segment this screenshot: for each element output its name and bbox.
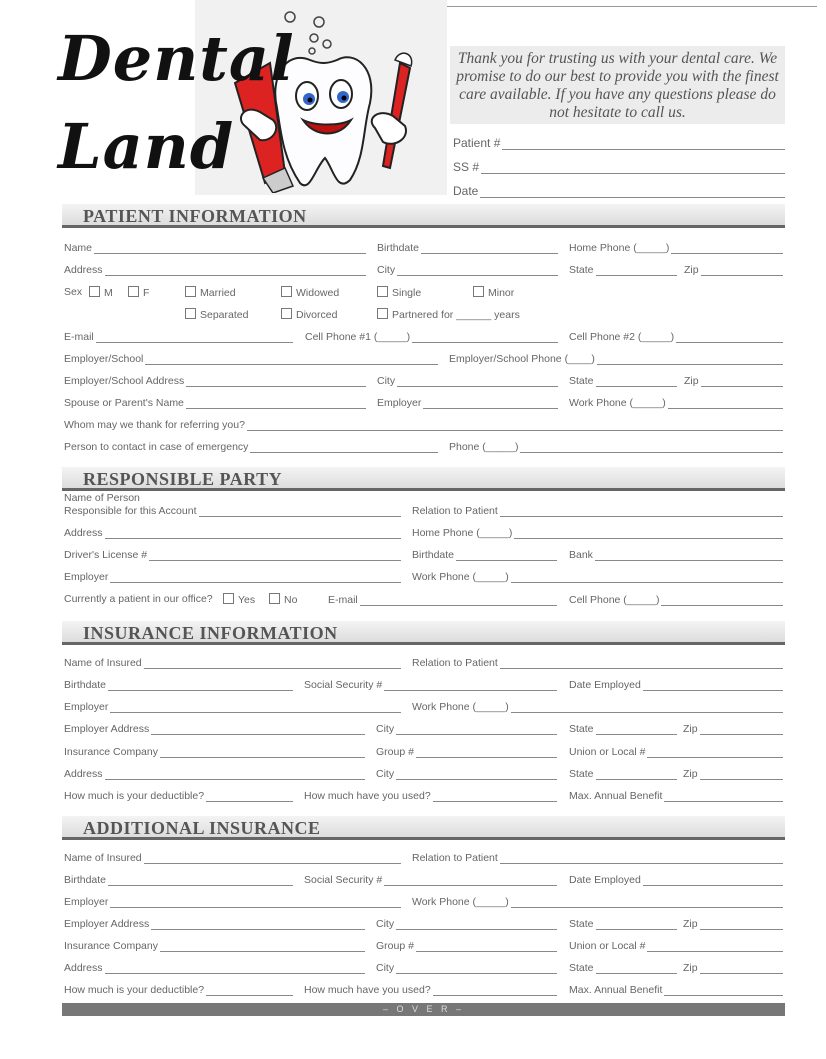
sex-male-checkbox[interactable] [89,286,113,299]
add-used-field[interactable] [304,983,557,996]
minor-checkbox[interactable] [473,286,514,299]
add-employer-state-field[interactable] [569,917,677,930]
add-social-security-field[interactable] [304,873,557,886]
add-state-field[interactable] [569,961,677,974]
section-title: INSURANCE INFORMATION [83,623,338,643]
add-group-field[interactable] [376,939,557,952]
separated-checkbox[interactable] [185,308,248,321]
label: Birthdate [377,242,420,254]
label: How much have you used? [304,790,431,802]
ins-max-benefit-field[interactable] [569,789,783,802]
referral-field[interactable] [64,418,783,431]
patient-state-field[interactable] [569,263,677,276]
employer-school-zip-field[interactable] [684,374,783,387]
ins-company-field[interactable] [64,745,365,758]
employer-school-city-field[interactable] [377,374,558,387]
current-patient-no-checkbox[interactable] [269,593,297,606]
bank-field[interactable] [569,548,783,561]
label: City [376,962,395,974]
patient-email-field[interactable] [64,330,293,343]
responsible-email-field[interactable] [328,593,557,606]
thank-you-message: Thank you for trusting us with your dental care. We promise to do our best to provide you with the finest care available. If you have any questions please do not hesitate to call us. [450,46,785,124]
spouse-work-phone-field[interactable] [569,396,783,409]
label: Work Phone (_____) [412,701,509,713]
add-max-benefit-field[interactable] [569,983,783,996]
label: Name [64,242,93,254]
date-label: Date [453,184,479,198]
ins-work-phone-field[interactable] [412,700,783,713]
label: Address [64,264,103,276]
patient-cell1-field[interactable] [305,330,558,343]
label: Birthdate [64,874,107,886]
label: Partnered for ______ years [392,309,520,321]
widowed-checkbox[interactable] [281,286,339,299]
label: Yes [238,594,256,606]
ins-employer-city-field[interactable] [376,722,557,735]
patient-address-field[interactable] [64,263,366,276]
spouse-employer-field[interactable] [377,396,558,409]
responsible-party-header [62,467,785,491]
add-relation-field[interactable] [412,851,783,864]
checkbox-square [185,308,196,319]
label: How much is your deductible? [64,984,205,996]
partnered-checkbox[interactable] [377,308,520,321]
label: Date Employed [569,874,641,886]
add-employer-zip-field[interactable] [683,917,783,930]
employer-school-address-field[interactable] [64,374,366,387]
checkbox-square [377,308,388,319]
label: City [376,768,395,780]
ins-date-employed-field[interactable] [569,678,783,691]
label: Insurance Company [64,746,158,758]
label: Cell Phone (_____) [569,594,660,606]
checkbox-square [269,593,280,604]
label: Employer [377,397,422,409]
ss-number-field[interactable] [453,161,785,174]
employer-school-state-field[interactable] [569,374,677,387]
label: State [569,723,594,735]
label: Cell Phone #1 (_____) [305,331,411,343]
label: How much have you used? [304,984,431,996]
label: Work Phone (_____) [569,397,666,409]
label: E-mail [64,331,94,343]
add-company-field[interactable] [64,939,365,952]
checkbox-square [89,286,100,297]
checkbox-square [185,286,196,297]
drivers-license-field[interactable] [64,548,401,561]
label: Separated [200,309,249,321]
label: City [376,918,395,930]
label: State [569,264,594,276]
label: Cell Phone #2 (_____) [569,331,675,343]
add-city-field[interactable] [376,961,557,974]
responsible-relation-field[interactable] [412,504,783,517]
checkbox-square [281,286,292,297]
spouse-parent-name-field[interactable] [64,396,366,409]
add-address-field[interactable] [64,961,365,974]
label: Zip [683,723,698,735]
label: Group # [376,940,414,952]
sex-female-checkbox[interactable] [128,286,149,299]
insurance-information-header [62,621,785,645]
ins-group-field[interactable] [376,745,557,758]
responsible-birthdate-field[interactable] [412,548,557,561]
responsible-home-phone-field[interactable] [412,526,783,539]
patient-number-label: Patient # [453,136,501,150]
section-title: RESPONSIBLE PARTY [83,469,283,489]
add-employer-city-field[interactable] [376,917,557,930]
label: How much is your deductible? [64,790,205,802]
label: Date Employed [569,679,641,691]
label: Zip [684,264,699,276]
label: Bank [569,549,593,561]
ins-employer-field[interactable] [64,700,401,713]
label: Address [64,527,103,539]
label: Person to contact in case of emergency [64,441,249,453]
checkbox-square [377,286,388,297]
single-checkbox[interactable] [377,286,421,299]
label: No [284,594,298,606]
label: Name of Insured [64,852,142,864]
label: Address [64,768,103,780]
responsible-work-phone-field[interactable] [412,570,783,583]
checkbox-square [223,593,234,604]
label: Zip [684,375,699,387]
responsible-cell-phone-field[interactable] [569,593,783,606]
label: Union or Local # [569,940,646,952]
add-employer-field[interactable] [64,895,401,908]
ins-deductible-field[interactable] [64,789,293,802]
label: Address [64,962,103,974]
label: Single [392,287,422,299]
ins-relation-field[interactable] [412,656,783,669]
current-patient-label: Currently a patient in our office? [64,593,213,605]
add-employer-address-field[interactable] [64,917,365,930]
name-of-person-label: Name of Person [64,492,140,504]
patient-information-header [62,204,785,228]
add-name-insured-field[interactable] [64,851,401,864]
label: Employer [64,701,109,713]
label: M [104,287,113,299]
label: Relation to Patient [412,657,498,669]
label: Social Security # [304,679,383,691]
label: Max. Annual Benefit [569,984,663,996]
ins-city-field[interactable] [376,767,557,780]
ins-employer-address-field[interactable] [64,722,365,735]
label: Responsible for this Account [64,505,197,517]
label: Whom may we thank for referring you? [64,419,245,431]
label: Employer/School [64,353,144,365]
label: Minor [488,287,515,299]
logo-text-land: Land [58,110,235,183]
label: F [143,287,150,299]
label: Zip [683,962,698,974]
add-work-phone-field[interactable] [412,895,783,908]
label: Union or Local # [569,746,646,758]
patient-home-phone-field[interactable] [569,241,783,254]
over-footer-bar: – O V E R – [62,1003,785,1016]
label: Home Phone (_____) [412,527,513,539]
label: Group # [376,746,414,758]
emergency-contact-field[interactable] [64,440,438,453]
label: Divorced [296,309,338,321]
label: State [569,375,594,387]
label: Married [200,287,236,299]
top-rule [447,6,817,7]
ins-name-insured-field[interactable] [64,656,401,669]
patient-number-field[interactable] [453,137,785,150]
label: Employer/School Phone (____) [449,353,595,365]
sex-label: Sex [64,286,83,298]
add-union-field[interactable] [569,939,783,952]
responsible-address-field[interactable] [64,526,401,539]
add-birthdate-field[interactable] [64,873,293,886]
employer-school-phone-field[interactable] [449,352,783,365]
label: Employer Address [64,918,150,930]
responsible-person-field[interactable] [64,504,401,517]
ins-birthdate-field[interactable] [64,678,293,691]
add-date-employed-field[interactable] [569,873,783,886]
patient-birthdate-field[interactable] [377,241,558,254]
label: Birthdate [64,679,107,691]
checkbox-square [128,286,139,297]
label: Zip [683,768,698,780]
ins-union-field[interactable] [569,745,783,758]
label: State [569,962,594,974]
ss-number-label: SS # [453,160,480,174]
ins-state-field[interactable] [569,767,677,780]
employer-school-field[interactable] [64,352,438,365]
label: Max. Annual Benefit [569,790,663,802]
add-zip-field[interactable] [683,961,783,974]
ins-used-field[interactable] [304,789,557,802]
label: Work Phone (_____) [412,571,509,583]
label: Widowed [296,287,340,299]
section-title: PATIENT INFORMATION [83,206,307,226]
married-checkbox[interactable] [185,286,236,299]
label: Insurance Company [64,940,158,952]
ins-employer-state-field[interactable] [569,722,677,735]
label: State [569,768,594,780]
current-patient-yes-checkbox[interactable] [223,593,255,606]
label: Employer [64,896,109,908]
divorced-checkbox[interactable] [281,308,337,321]
label: Birthdate [412,549,455,561]
patient-city-field[interactable] [377,263,558,276]
label: State [569,918,594,930]
date-field[interactable] [453,185,785,198]
patient-cell2-field[interactable] [569,330,783,343]
label: E-mail [328,594,358,606]
label: Name of Insured [64,657,142,669]
label: Social Security # [304,874,383,886]
ins-social-security-field[interactable] [304,678,557,691]
checkbox-square [281,308,292,319]
label: Driver's License # [64,549,148,561]
ins-address-field[interactable] [64,767,365,780]
add-deductible-field[interactable] [64,983,293,996]
patient-name-field[interactable] [64,241,366,254]
label: Relation to Patient [412,505,498,517]
responsible-employer-field[interactable] [64,570,401,583]
label: Work Phone (_____) [412,896,509,908]
label: Zip [683,918,698,930]
checkbox-square [473,286,484,297]
label: Employer/School Address [64,375,185,387]
patient-zip-field[interactable] [684,263,783,276]
label: Phone (_____) [449,441,519,453]
label: Employer [64,571,109,583]
label: Employer Address [64,723,150,735]
label: City [377,375,396,387]
label: Spouse or Parent's Name [64,397,184,409]
ins-employer-zip-field[interactable] [683,722,783,735]
additional-insurance-header [62,816,785,840]
ins-zip-field[interactable] [683,767,783,780]
label: Relation to Patient [412,852,498,864]
emergency-phone-field[interactable] [449,440,783,453]
logo-text-dental: Dental [58,22,295,95]
label: City [376,723,395,735]
label: City [377,264,396,276]
section-title: ADDITIONAL INSURANCE [83,818,321,838]
label: Home Phone (_____) [569,242,670,254]
